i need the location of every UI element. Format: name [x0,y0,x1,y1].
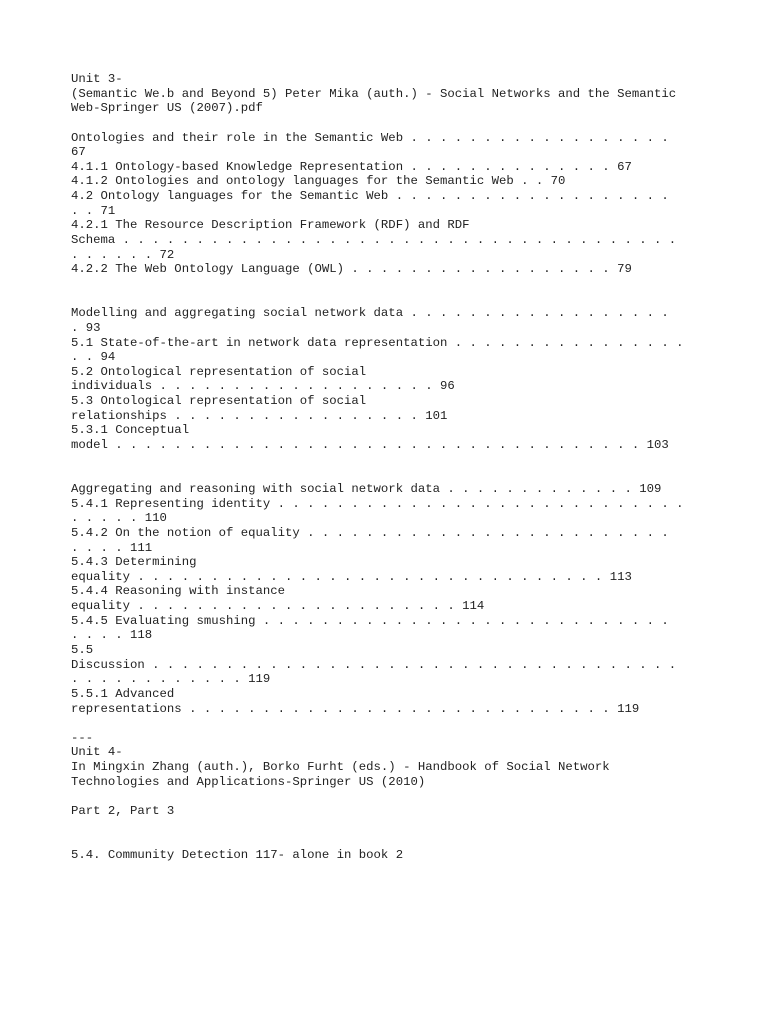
toc-entry-5-2-cont: individuals . . . . . . . . . . . . . . . . . . . 96 [71,379,455,394]
toc-entry-5-4-3: 5.4.3 Determining [71,555,197,570]
toc-entry-5-3-cont: relationships . . . . . . . . . . . . . . . . . 101 [71,408,448,423]
toc-entry-5-4-5: 5.4.5 Evaluating smushing . . . . . . . . . . . . . . . . . . . . . . . . . . . . [71,613,669,628]
toc-entry-5-4-2: 5.4.2 On the notion of equality . . . . . . . . . . . . . . . . . . . . . . . . . [71,525,669,540]
toc-entry-modelling: Modelling and aggregating social network data . . . . . . . . . . . . . . . . . . [71,306,669,321]
document-body [71,72,711,863]
book2-title-line-1: In Mingxin Zhang (auth.), Borko Furht (eds.) - Handbook of Social Network [71,760,610,775]
toc-entry-5-4-3-cont: equality . . . . . . . . . . . . . . . . . . . . . . . . . . . . . . . . 113 [71,569,632,584]
blank-line [71,292,711,307]
community-detection-note: 5.4. Community Detection 117- alone in book 2 [71,847,404,862]
toc-entry-4-2: 4.2 Ontology languages for the Semantic Web . . . . . . . . . . . . . . . . . . . [71,189,669,204]
book1-title-line-2: Web-Springer US (2007).pdf [71,101,263,116]
toc-entry-5-5-page: . . . . . . . . . . . . 119 [71,672,271,687]
unit4-heading: Unit 4- [71,745,123,760]
toc-entry-5-1: 5.1 State-of-the-art in network data representation . . . . . . . . . . . . . . . . [71,335,684,350]
unit3-heading: Unit 3- [71,72,123,86]
blank-line [71,819,711,834]
toc-entry-5-5-1-cont: representations . . . . . . . . . . . . . . . . . . . . . . . . . . . . . 119 [71,701,640,716]
toc-entry-5-5-1: 5.5.1 Advanced [71,686,175,701]
toc-entry-5-3: 5.3 Ontological representation of social [71,394,367,409]
toc-entry-4-1-2: 4.1.2 Ontologies and ontology languages for the Semantic Web . . 70 [71,174,566,189]
toc-entry-5-4-4-cont: equality . . . . . . . . . . . . . . . . . . . . . . 114 [71,599,485,614]
toc-entry-4-2-1-page: . . . . . . 72 [71,247,175,262]
toc-entry-5-1-page: . . 94 [71,350,116,365]
blank-line [71,453,711,468]
toc-entry-5-4-5-page: . . . . 118 [71,628,153,643]
toc-entry-4-2-1: 4.2.1 The Resource Description Framework (RDF) and RDF [71,218,470,233]
toc-entry-5-3-1-cont: model . . . . . . . . . . . . . . . . . . . . . . . . . . . . . . . . . . . . 103 [71,438,669,453]
book2-title-line-2: Technologies and Applications-Springer US (2010) [71,774,426,789]
toc-entry-4-2-1-cont: Schema . . . . . . . . . . . . . . . . . . . . . . . . . . . . . . . . . . . . . . [71,233,677,248]
toc-entry-5-5-cont: Discussion . . . . . . . . . . . . . . . . . . . . . . . . . . . . . . . . . . . . [71,657,677,672]
parts-note: Part 2, Part 3 [71,804,175,819]
blank-line [71,467,711,482]
blank-line [71,789,711,804]
book1-title-line-1: (Semantic We.b and Beyond 5) Peter Mika (auth.) - Social Networks and the Semantic [71,86,677,101]
toc-entry-4-2-page: . . 71 [71,203,116,218]
toc-entry-5-5: 5.5 [71,642,94,657]
toc-entry-ontologies-page: 67 [71,145,86,160]
toc-entry-5-2: 5.2 Ontological representation of social [71,364,367,379]
separator: --- [71,730,94,745]
toc-entry-5-4-1-page: . . . . . 110 [71,511,167,526]
toc-entry-5-4-4: 5.4.4 Reasoning with instance [71,584,286,599]
toc-entry-ontologies: Ontologies and their role in the Semantic Web . . . . . . . . . . . . . . . . . . [71,130,669,145]
toc-entry-aggregating: Aggregating and reasoning with social network data . . . . . . . . . . . . . 109 [71,481,662,496]
toc-entry-4-1-1: 4.1.1 Ontology-based Knowledge Representation . . . . . . . . . . . . . . 67 [71,159,632,174]
blank-line [71,116,711,131]
blank-line [71,716,711,731]
toc-entry-modelling-page: . 93 [71,320,101,335]
blank-line [71,833,711,848]
blank-line [71,277,711,292]
toc-entry-5-3-1: 5.3.1 Conceptual [71,423,190,438]
toc-entry-5-4-2-page: . . . . 111 [71,540,153,555]
toc-entry-5-4-1: 5.4.1 Representing identity . . . . . . . . . . . . . . . . . . . . . . . . . . . . [71,496,684,511]
toc-entry-4-2-2: 4.2.2 The Web Ontology Language (OWL) . . . . . . . . . . . . . . . . . . 79 [71,262,632,277]
